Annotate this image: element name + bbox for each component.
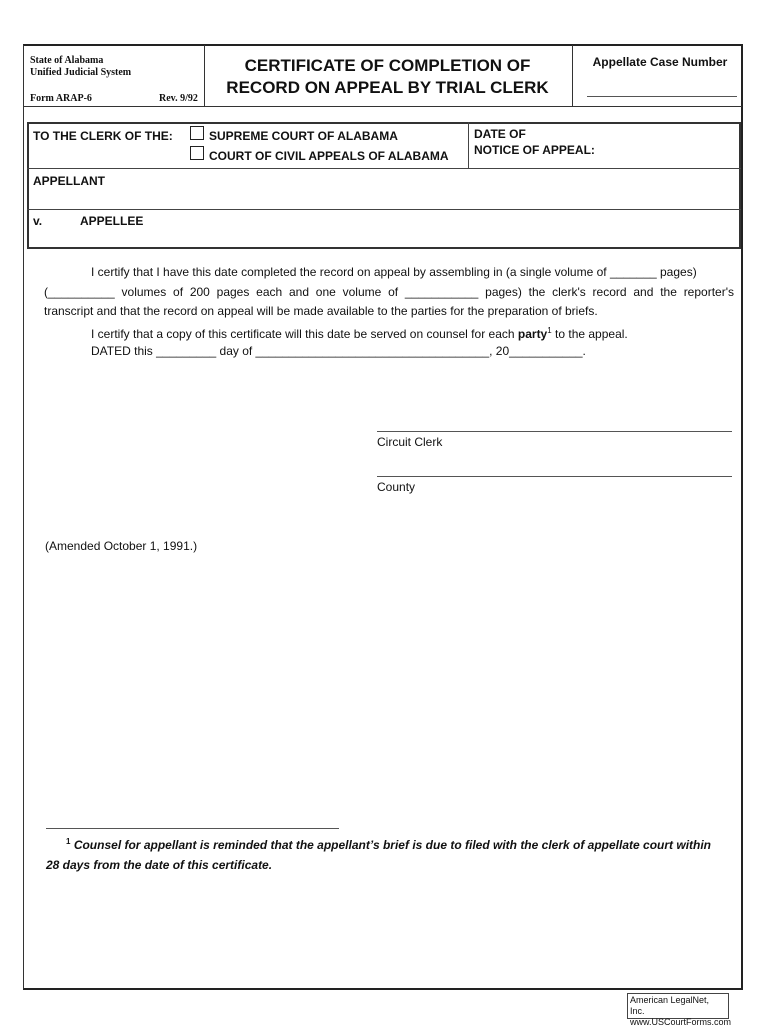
footnote: [46, 832, 736, 875]
footnote-separator: [46, 828, 339, 829]
state-name: State of Alabama: [30, 55, 104, 66]
county-label: County: [377, 480, 416, 494]
circuit-clerk-label: Circuit Clerk: [377, 435, 443, 449]
supreme-court-checkbox[interactable]: [190, 126, 204, 140]
certification-line1: I certify that I have this date completed the record on appeal by assembling in (a single volume of _______ pages): [91, 265, 697, 279]
certification-line3: transcript and that the record on appeal will be made available to the parties for the preparation of briefs.: [44, 304, 598, 318]
footnote-number: 1: [66, 837, 71, 846]
case-number-field[interactable]: [587, 96, 737, 97]
publisher-name: American LegalNet, Inc.: [630, 995, 710, 1016]
appellant-row-divider: [27, 168, 741, 169]
form-id: Form ARAP-6: [30, 93, 92, 104]
certification-line2: (__________ volumes of 200 pages each and one volume of ___________ pages) the clerk's record and the reporter's: [44, 285, 734, 299]
service-text-start: I certify that a copy of this certificate will this date be served on counsel for each: [91, 327, 518, 341]
footnote-marker: 1: [547, 326, 552, 335]
party-term: party: [517, 327, 548, 341]
service-text-end: to the appeal.: [551, 327, 628, 341]
case-number-label: Appellate Case Number: [592, 55, 728, 69]
form-revision: Rev. 9/92: [159, 93, 198, 104]
form-title-line1: CERTIFICATE OF COMPLETION OF: [244, 56, 531, 75]
appellee-row-divider: [27, 209, 741, 210]
amended-note: (Amended October 1, 1991.): [45, 539, 198, 553]
footnote-text-line2: 28 days from the date of this certificate.: [46, 858, 273, 872]
issuing-authority: [30, 55, 131, 79]
publisher-url: www.USCourtForms.com: [630, 1017, 732, 1027]
notice-date-label-line1: DATE OF: [474, 127, 526, 141]
footnote-line1: [46, 832, 736, 855]
civil-appeals-label: COURT OF CIVIL APPEALS OF ALABAMA: [209, 149, 449, 163]
form-title-line2: RECORD ON APPEAL BY TRIAL CLERK: [226, 78, 549, 97]
notice-date-label-line2: NOTICE OF APPEAL:: [474, 143, 595, 157]
to-clerk-label: TO THE CLERK OF THE:: [33, 129, 173, 143]
supreme-court-label: SUPREME COURT OF ALABAMA: [209, 129, 398, 143]
appellant-label: APPELLANT: [33, 174, 105, 188]
publisher-stamp: [627, 993, 732, 1027]
appellee-label: APPELLEE: [80, 214, 144, 228]
form-title: [210, 55, 565, 99]
court-date-divider: [468, 122, 469, 168]
civil-appeals-checkbox[interactable]: [190, 146, 204, 160]
county-signature-line[interactable]: [377, 476, 732, 477]
judicial-system-name: Unified Judicial System: [30, 67, 132, 78]
footnote-text-line1: Counsel for appellant is reminded that the appellant’s brief is due to filed with the clerk of appellate court within: [73, 838, 712, 852]
circuit-clerk-signature-line[interactable]: [377, 431, 732, 432]
dated-line: DATED this _________ day of ___________________________________, 20___________.: [91, 344, 586, 358]
notice-date-label: [474, 126, 595, 158]
versus-label: v.: [33, 214, 43, 228]
